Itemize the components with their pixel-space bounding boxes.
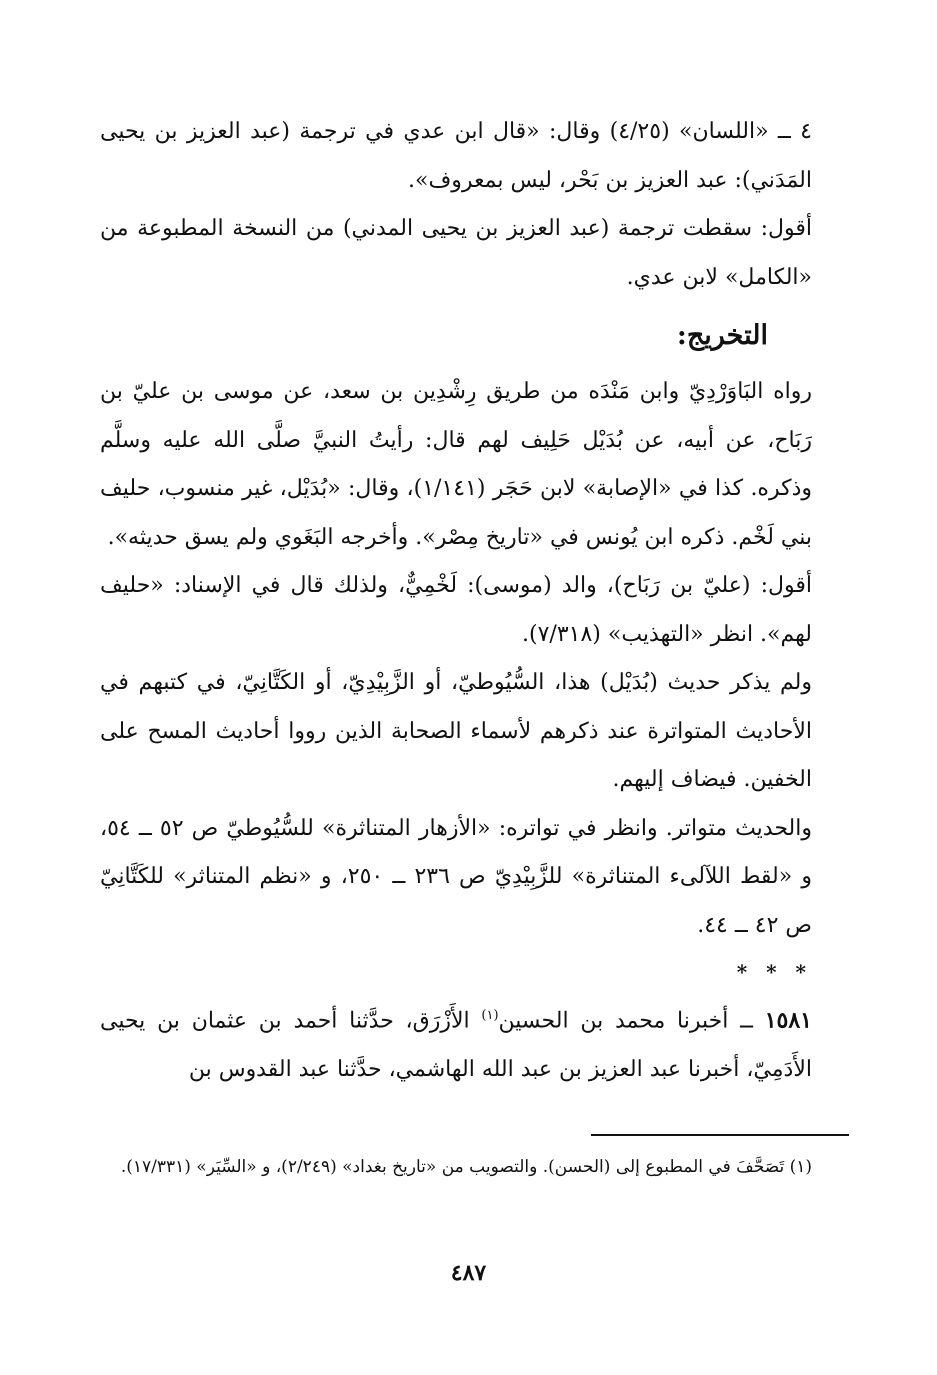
paragraph-hadith-1581: [100, 992, 812, 1094]
paragraph-takhrij: رواه البَاوَرْدِيّ وابن مَنْدَه من طريق رِشْدِين بن سعد، عن موسى بن عليّ بن رَبَاح، عن أبيه، عن بُدَيْل حَلِيف لهم قال: رأيتُ النبيَّ صلَّى الله عليه وسلَّم وذكره. كذا في «الإصابة» لابن حَجَر (١/١٤١)، وقال: «بُدَيْل، غير منسوب، حليف بني لَخْم. ذكره ابن يُونس في «تاريخ مِصْر». وأخرجه البَغَوي ولم يسق حديثه».: [100, 379, 812, 550]
hadith-isnad-start: ــ أخبرنا محمد بن الحسين: [498, 1008, 765, 1034]
hadith-number: ١٥٨١: [764, 1007, 812, 1034]
section-separator: * * *: [736, 960, 812, 984]
paragraph-tawatur-references: والحديث متواتر. وانظر في تواتره: «الأزهار المتناثرة» للسُّيُوطيّ ص ٥٢ ــ ٥٤، و «لقط اللآلىء المتناثرة» للزَّبِيْدِيّ ص ٢٣٦ ــ ٢٥٠، و «نظم المتناثر» للكَتَّانِيّ ص ٤٢ ــ ٤٤.: [100, 815, 812, 938]
footnote-marker: (١): [481, 1008, 499, 1023]
paragraph-mutawatir-note: ولم يذكر حديث (بُدَيْل) هذا، السُّيُوطيّ، أو الزَّبِيْدِيّ، أو الكَتَّانِيّ، في كتبهم في الأحاديث المتواترة عند ذكرهم لأسماء الصحابة الذين رووا أحاديث المسح على الخفين. فيضاف إليهم.: [100, 670, 812, 792]
paragraph-lisan-citation: ٤ ــ «اللسان» (٤/٢٥) وقال: «قال ابن عدي في ترجمة (عبد العزيز بن يحيى المَدَني): عبد العزيز بن بَحْر، ليس بمعروف».: [100, 119, 812, 193]
paragraph-author-note-1: أقول: سقطت ترجمة (عبد العزيز بن يحيى المدني) من النسخة المطبوعة من «الكامل» لابن عدي.: [100, 216, 812, 290]
footnote-divider: [591, 1134, 849, 1136]
footnote: (١) تَصَحَّفَ في المطبوع إلى (الحسن). والتصويب من «تاريخ بغداد» (٢/٢٤٩)، و «السِّيَر» (١٧/٣٣١).: [120, 1157, 812, 1177]
page-number: ٤٨٧: [450, 1260, 487, 1286]
section-heading-takhrij: التخريج:: [676, 320, 768, 351]
hadith-isnad-rest: الأَزْرَق، حدَّثنا أحمد بن عثمان بن يحيى الأَدَمِيّ، أخبرنا عبد العزيز بن عبد الله الهاشمي، حدَّثنا عبد القدوس بن: [100, 1008, 812, 1082]
paragraph-author-note-2: أقول: (عليّ بن رَبَاح)، والد (موسى): لَخْمِيٌّ، ولذلك قال في الإسناد: «حليف لهم». انظر «التهذيب» (٧/٣١٨).: [100, 573, 812, 647]
main-text: [100, 108, 812, 1094]
